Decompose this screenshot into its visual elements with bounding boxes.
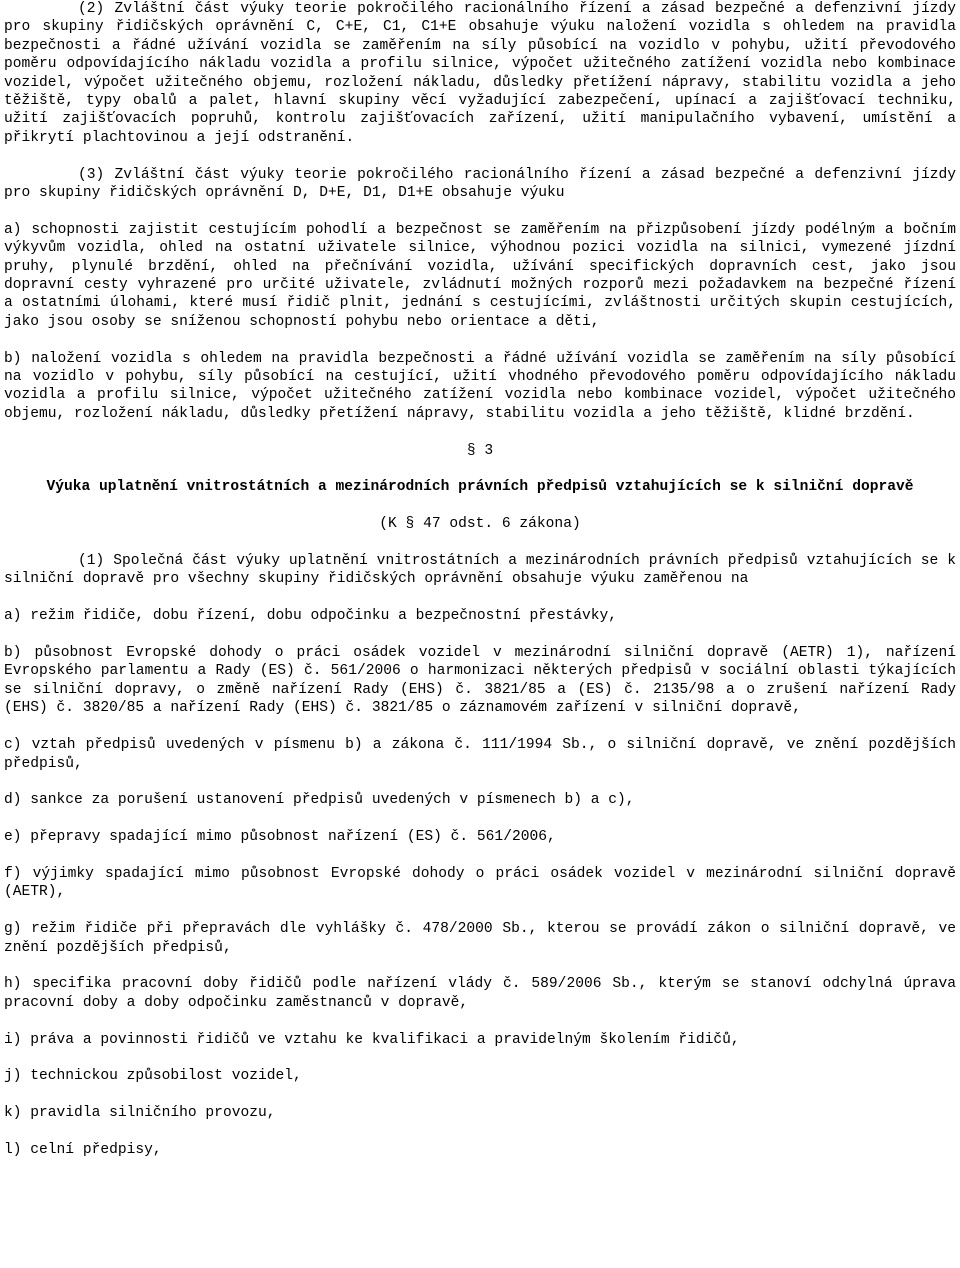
- list-item: j) technickou způsobilost vozidel,: [4, 1068, 302, 1085]
- list-item: e) přepravy spadající mimo působnost nařízení (ES) č. 561/2006,: [4, 829, 556, 846]
- section-number: § 3: [466, 442, 494, 459]
- list-item: l) celní předpisy,: [4, 1141, 162, 1158]
- section-title: Výuka uplatnění vnitrostátních a mezinárodních právních předpisů vztahujících se k silniční dopravě: [46, 479, 914, 496]
- list-item: h) specifika pracovní doby řidičů podle nařízení vlády č. 589/2006 Sb., kterým se stanoví odchylná úprava pracovní doby a doby odpočinku zaměstnanců v dopravě,: [4, 976, 956, 1011]
- list-item: d) sankce za porušení ustanovení předpisů uvedených v písmenech b) a c),: [4, 792, 635, 809]
- list-item: c) vztah předpisů uvedených v písmenu b) a zákona č. 111/1994 Sb., o silniční dopravě, ve znění pozdějších předpisů,: [4, 737, 956, 772]
- list-item: f) výjimky spadající mimo působnost Evropské dohody o práci osádek vozidel v mezinárodní silniční dopravě (AETR),: [4, 865, 956, 901]
- document-page: [4, 0, 956, 1178]
- paragraph-1: (1) Společná část výuky uplatnění vnitrostátních a mezinárodních právních předpisů vztahujících se k silniční dopravě pro všechny skupiny řidičských oprávnění obsahuje výuku zaměřenou na: [4, 553, 956, 588]
- list-item: a) režim řidiče, dobu řízení, dobu odpočinku a bezpečnostní přestávky,: [4, 608, 618, 625]
- section-reference: (K § 47 odst. 6 zákona): [379, 516, 581, 533]
- paragraph-2: (2) Zvláštní část výuky teorie pokročilého racionálního řízení a zásad bezpečné a defenzivní jízdy pro skupiny řidičských oprávnění C, C+E, C1, C1+E obsahuje výuku naložení vozidla s ohledem na pravidla bezpečnosti a řádné užívání vozidla se zaměřením na síly působící na vozidlo v pohybu, užití převodového poměru odpovídajícího nákladu vozidla a profilu silnice, výpočet užitečného zatížení vozidla nebo kombinace vozidel, výpočet užitečného objemu, rozložení nákladu, důsledky přetížení nápravy, stabilitu vozidla a jeho těžiště, typy obalů a palet, hlavní skupiny věcí vyžadující zabezpečení, upínací a zajišťovací techniku, užití zajišťovacích popruhů, kontrolu zajišťovacích zařízení, užití manipulačního vybavení, umístění a přikrytí plachtovinou a její odstranění.: [4, 1, 956, 146]
- list-item: g) režim řidiče při přepravách dle vyhlášky č. 478/2000 Sb., kterou se provádí zákon o silniční dopravě, ve znění pozdějších předpisů,: [4, 921, 956, 956]
- list-item-3b: b) naložení vozidla s ohledem na pravidla bezpečnosti a řádné užívání vozidla se zaměřením na síly působící na vozidlo v pohybu, síly působící na cestující, užití vhodného převodového poměru odpovídajícího nákladu vozidla a profilu silnice, výpočet užitečného zatížení vozidla nebo kombinace vozidel, výpočet užitečného objemu, rozložení nákladu, důsledky přetížení nápravy, stabilitu vozidla a jeho těžiště, klidné brzdění.: [4, 350, 956, 422]
- list-item-3a: a) schopnosti zajistit cestujícím pohodlí a bezpečnost se zaměřením na přizpůsobení jízdy podélným a bočním výkyvům vozidla, ohled na ostatní uživatele silnice, výhodnou pozici vozidla na silnici, vymezené jízdní pruhy, plynulé brzdění, ohled na přečnívání vozidla, užívání specifických dopravních cest, jako jsou dopravní cesty vyhrazené pro určité uživatele, zvládnutí možných rozporů mezi požadavkem na bezpečné řízení a ostatními úlohami, které musí řidič plnit, jednání s cestujícími, zvláštnosti určitých skupin cestujících, jako jsou osoby se sníženou schopností pohybu nebo orientace a děti,: [4, 221, 956, 330]
- list-item: b) působnost Evropské dohody o práci osádek vozidel v mezinárodní silniční dopravě (AETR) 1), nařízení Evropského parlamentu a Rady (ES) č. 561/2006 o harmonizaci některých předpisů v sociální oblasti týkajících se silniční dopravy, o změně nařízení Rady (EHS) č. 3821/85 a (ES) č. 2135/98 a o zrušení nařízení Rady (EHS) č. 3820/85 a nařízení Rady (EHS) č. 3821/85 o záznamovém zařízení v silniční dopravě,: [4, 645, 956, 717]
- list-item: k) pravidla silničního provozu,: [4, 1105, 276, 1122]
- paragraph-3: (3) Zvláštní část výuky teorie pokročilého racionálního řízení a zásad bezpečné a defenzivní jízdy pro skupiny řidičských oprávnění D, D+E, D1, D1+E obsahuje výuku: [4, 166, 956, 202]
- list-item: i) práva a povinnosti řidičů ve vztahu ke kvalifikaci a pravidelným školením řidičů,: [4, 1031, 740, 1048]
